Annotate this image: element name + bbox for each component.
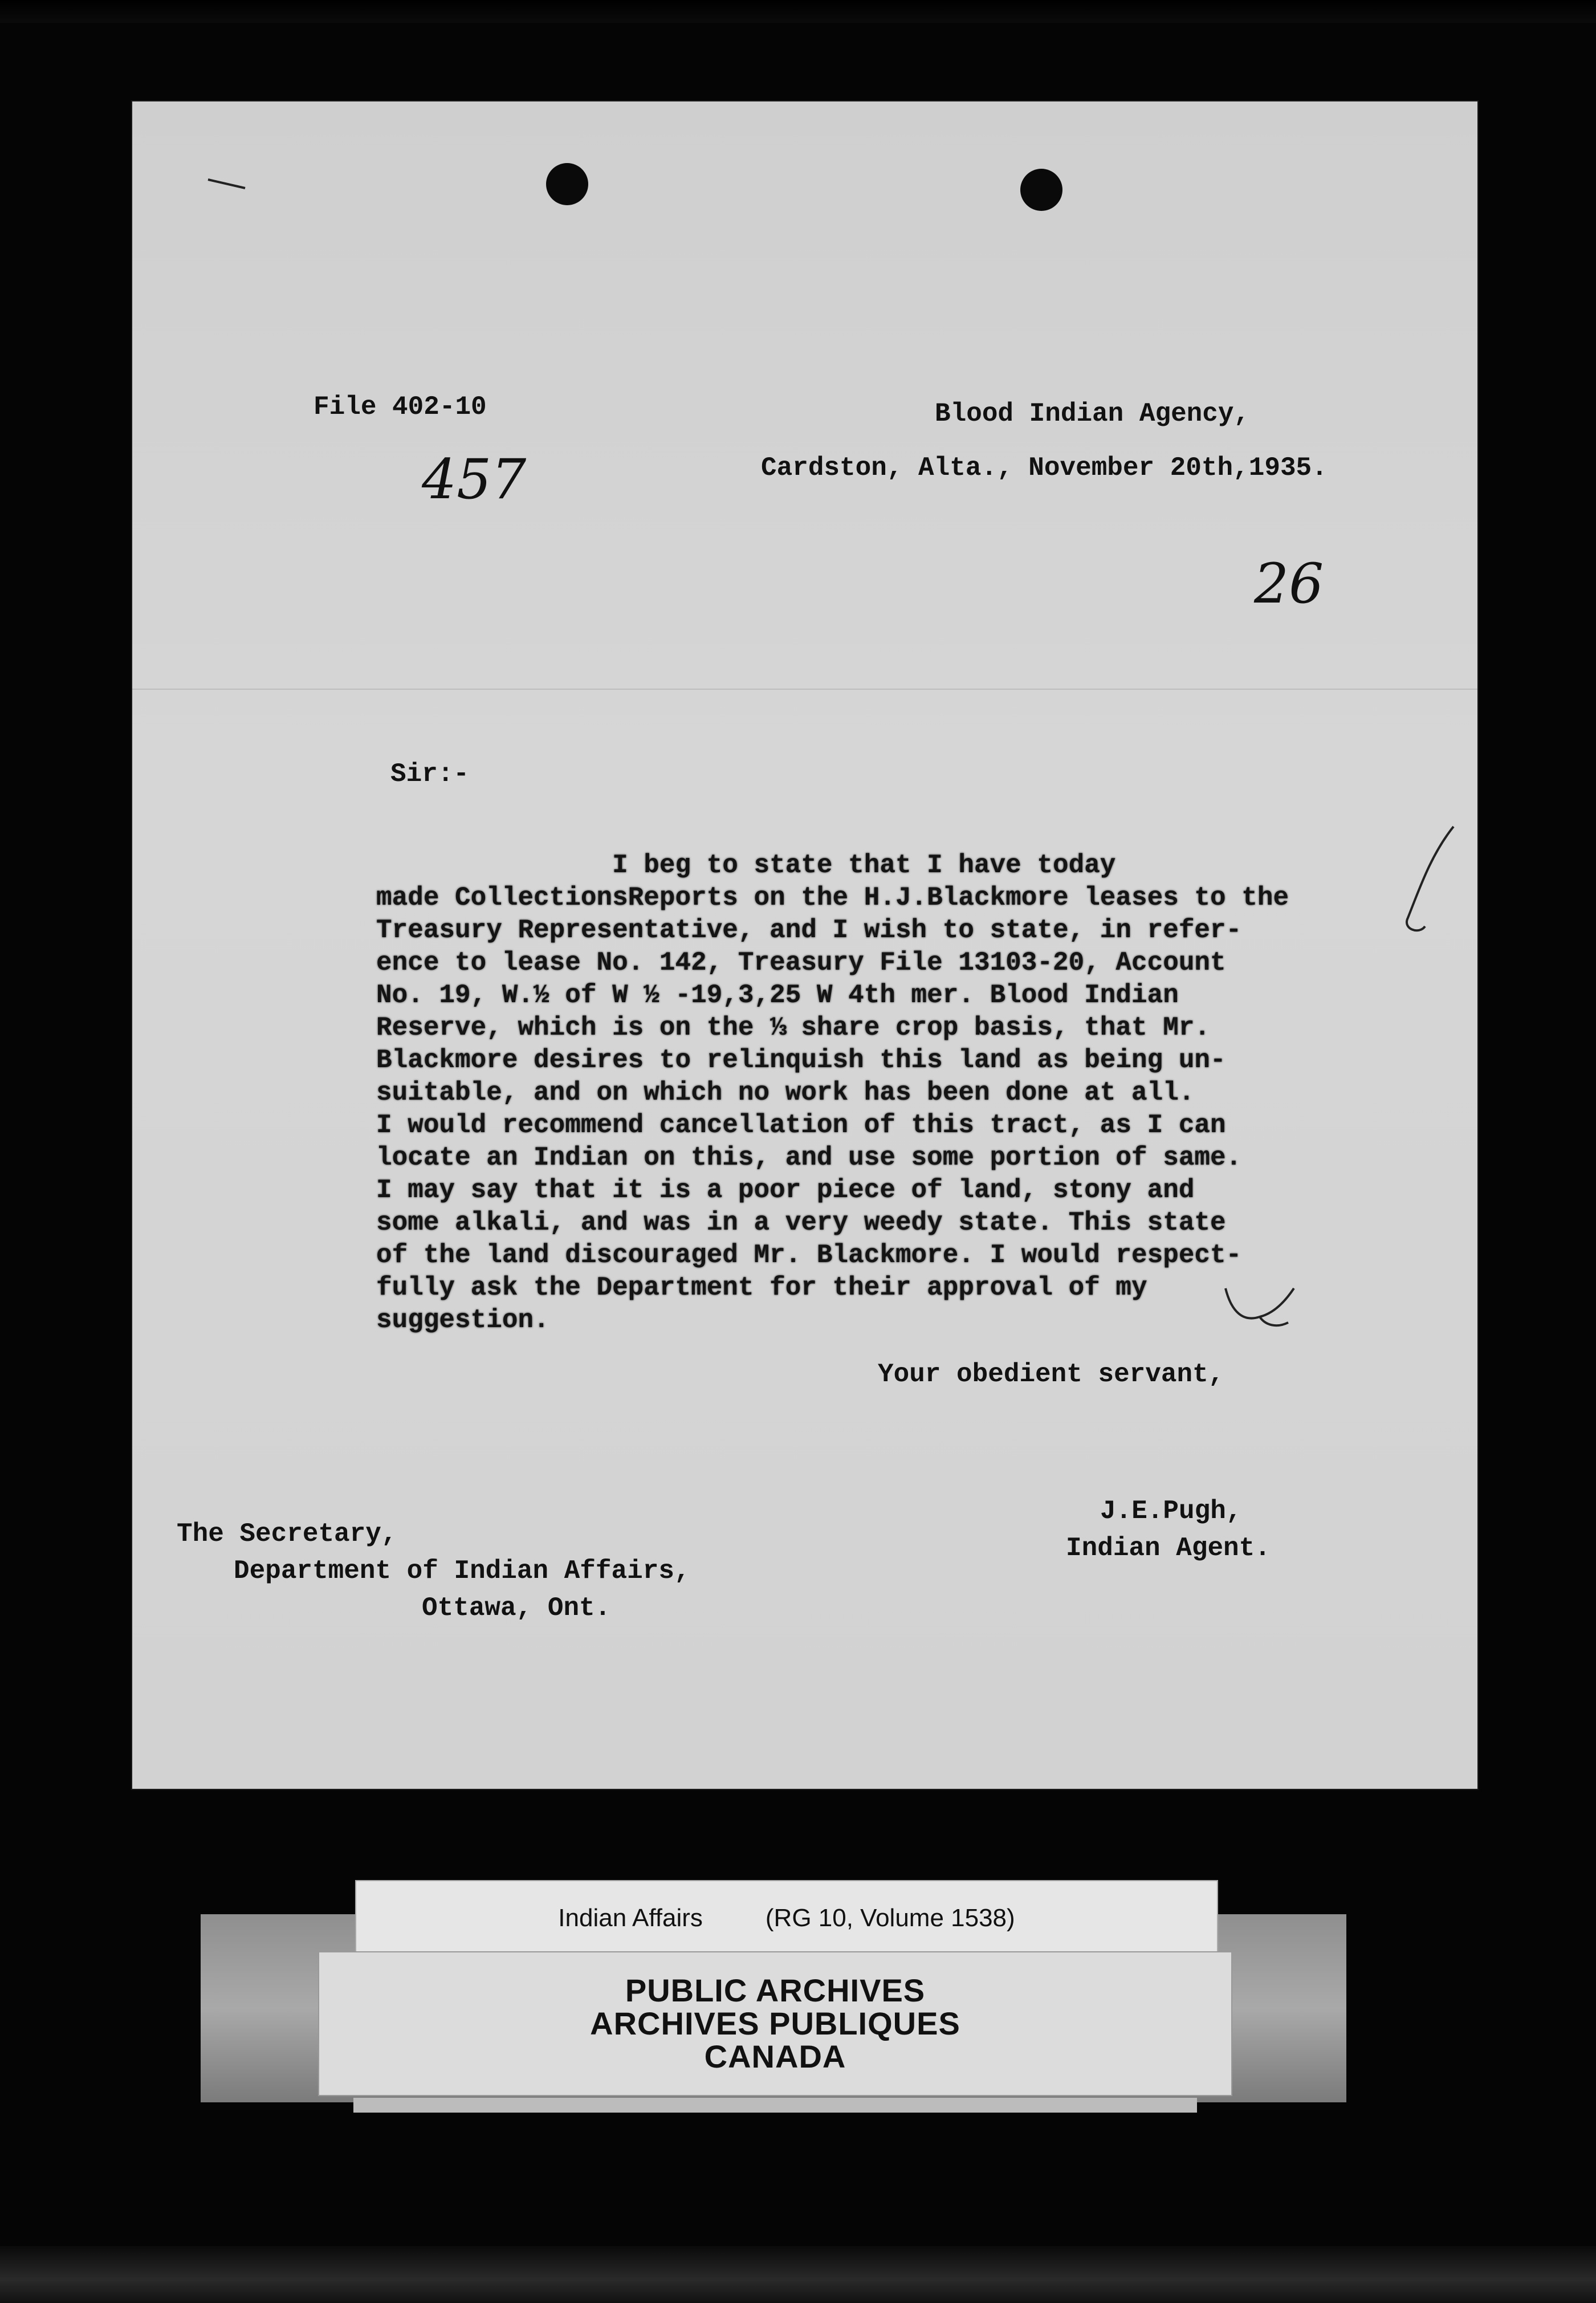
agency-name: Blood Indian Agency,	[935, 399, 1250, 429]
tick-mark-icon	[205, 171, 251, 194]
body-line: some alkali, and was in a very weedy state. This state	[376, 1208, 1226, 1238]
archive-line-1: PUBLIC ARCHIVES	[625, 1972, 926, 2008]
series-name: Indian Affairs	[558, 1904, 703, 1932]
body-line: locate an Indian on this, and use some portion of same.	[376, 1143, 1242, 1173]
handwritten-page-number: 26	[1254, 552, 1324, 616]
film-edge-bottom	[0, 2246, 1596, 2303]
body-line: No. 19, W.½ of W ½ -19,3,25 W 4th mer. Blood Indian	[376, 980, 1179, 1010]
paper-fold-line	[132, 689, 1477, 690]
body-line: Blackmore desires to relinquish this land as being un-	[376, 1045, 1226, 1075]
archive-line-2: ARCHIVES PUBLIQUES	[590, 2005, 960, 2041]
archive-line-3: CANADA	[704, 2038, 846, 2074]
archive-series-label	[356, 1881, 1217, 1955]
file-reference: File 402-10	[314, 392, 487, 422]
punch-hole-right	[1020, 169, 1062, 211]
body-line: I may say that it is a poor piece of land, stony and	[376, 1175, 1195, 1205]
signer-name: J.E.Pugh,	[1100, 1496, 1242, 1526]
body-line: made CollectionsReports on the H.J.Blackmore leases to the	[376, 883, 1289, 913]
body-line: of the land discouraged Mr. Blackmore. I would respect-	[376, 1240, 1242, 1270]
body-line: I would recommend cancellation of this tract, as I can	[376, 1110, 1226, 1140]
film-edge-top	[0, 0, 1596, 23]
body-line: Reserve, which is on the ⅓ share crop basis, that Mr.	[376, 1013, 1211, 1043]
body-line: I beg to state that I have today	[376, 851, 1116, 880]
recipient-line-3: Ottawa, Ont.	[422, 1593, 611, 1623]
place-and-date: Cardston, Alta., November 20th,1935.	[761, 453, 1328, 483]
recipient-line-1: The Secretary,	[177, 1519, 397, 1549]
signer-title: Indian Agent.	[1066, 1533, 1271, 1563]
margin-check-icon	[1396, 821, 1465, 946]
body-line: Treasury Representative, and I wish to state, in refer-	[376, 915, 1242, 945]
handwritten-signature-icon	[1220, 1277, 1305, 1334]
letter-body	[376, 849, 1402, 1337]
archive-stamp-label	[319, 1952, 1231, 2095]
body-line: suggestion.	[376, 1305, 549, 1335]
closing: Your obedient servant,	[878, 1360, 1224, 1389]
body-line: ence to lease No. 142, Treasury File 13103-20, Account	[376, 948, 1226, 978]
salutation: Sir:-	[390, 759, 470, 789]
handwritten-file-number: 457	[422, 447, 527, 511]
series-reference: (RG 10, Volume 1538)	[765, 1904, 1015, 1932]
label-strip	[353, 2098, 1197, 2113]
body-line: fully ask the Department for their approval of my	[376, 1273, 1147, 1303]
body-line: suitable, and on which no work has been done at all.	[376, 1078, 1195, 1108]
punch-hole-left	[546, 163, 588, 205]
recipient-line-2: Department of Indian Affairs,	[234, 1556, 690, 1586]
